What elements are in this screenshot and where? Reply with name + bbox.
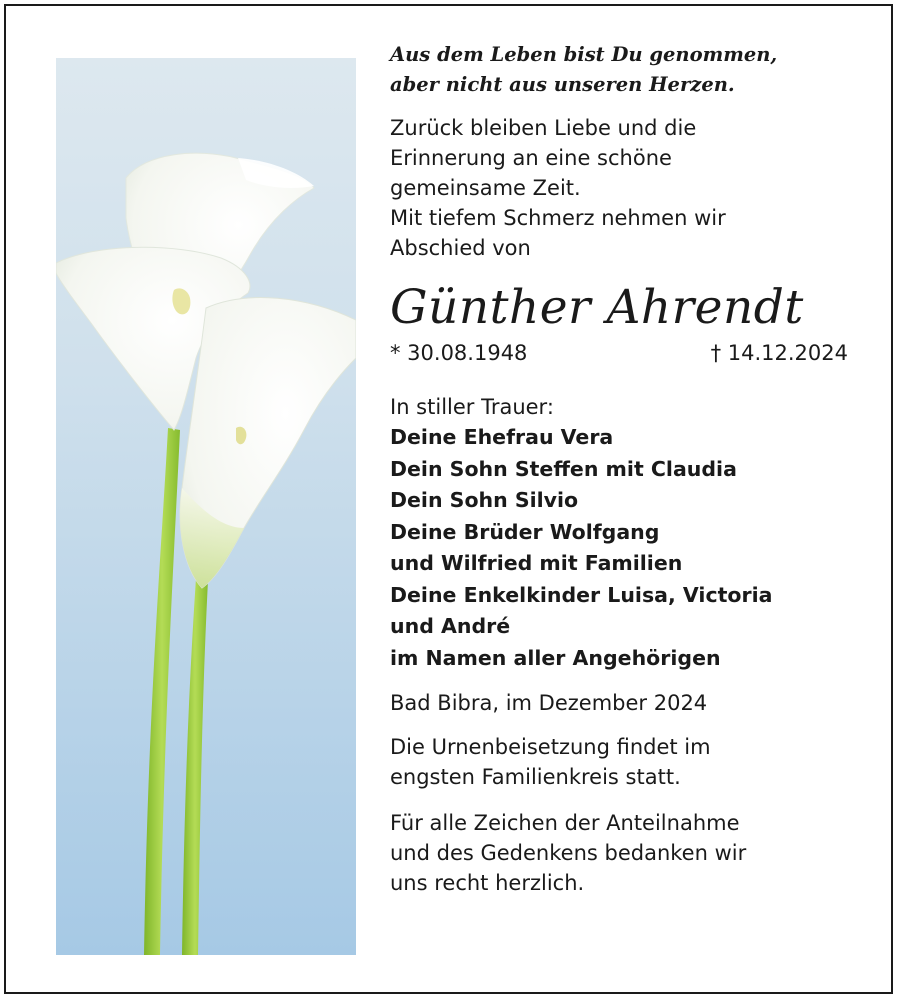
thanks-note xyxy=(390,808,860,898)
mourner-line: und André xyxy=(390,614,511,638)
mourner-line: Dein Sohn Steffen mit Claudia xyxy=(390,456,737,481)
intro-line: Mit tiefem Schmerz nehmen wir xyxy=(390,206,726,230)
place-date: Bad Bibra, im Dezember 2024 xyxy=(390,691,708,715)
intro-line: Zurück bleiben Liebe und die xyxy=(390,116,697,140)
deceased-name: Günther Ahrendt xyxy=(390,280,804,335)
mourners-list xyxy=(390,392,860,674)
mourner-line: im Namen aller Angehörigen xyxy=(390,645,721,670)
mourner-line: und Wilfried mit Familien xyxy=(390,551,683,575)
obituary-text xyxy=(390,40,860,898)
mourner-line: Deine Brüder Wolfgang xyxy=(390,519,660,544)
motto-line-1: Aus dem Leben bist Du genommen, xyxy=(390,43,778,66)
mourner-line: Deine Ehefrau Vera xyxy=(390,425,614,449)
burial-note xyxy=(390,732,860,792)
intro-paragraph xyxy=(390,113,860,263)
motto-line-2: aber nicht aus unseren Herzen. xyxy=(390,73,735,96)
thanks-line: und des Gedenkens bedanken wir xyxy=(390,841,747,865)
intro-line: gemeinsame Zeit. xyxy=(390,176,581,200)
life-dates xyxy=(390,338,848,368)
mourner-line: Deine Enkelkinder Luisa, Victoria xyxy=(390,582,773,607)
burial-line: engsten Familienkreis statt. xyxy=(390,765,681,789)
intro-line: Erinnerung an eine schöne xyxy=(390,146,672,170)
calla-lily-photo xyxy=(56,58,356,955)
burial-line: Die Urnenbeisetzung findet im xyxy=(390,735,711,759)
thanks-line: Für alle Zeichen der Anteilnahme xyxy=(390,811,740,835)
birth-date: * 30.08.1948 xyxy=(390,341,528,365)
thanks-line: uns recht herzlich. xyxy=(390,871,585,895)
intro-line: Abschied von xyxy=(390,236,531,260)
mourners-heading: In stiller Trauer: xyxy=(390,395,554,419)
mourner-line: Dein Sohn Silvio xyxy=(390,488,579,512)
death-date: † 14.12.2024 xyxy=(710,341,848,365)
